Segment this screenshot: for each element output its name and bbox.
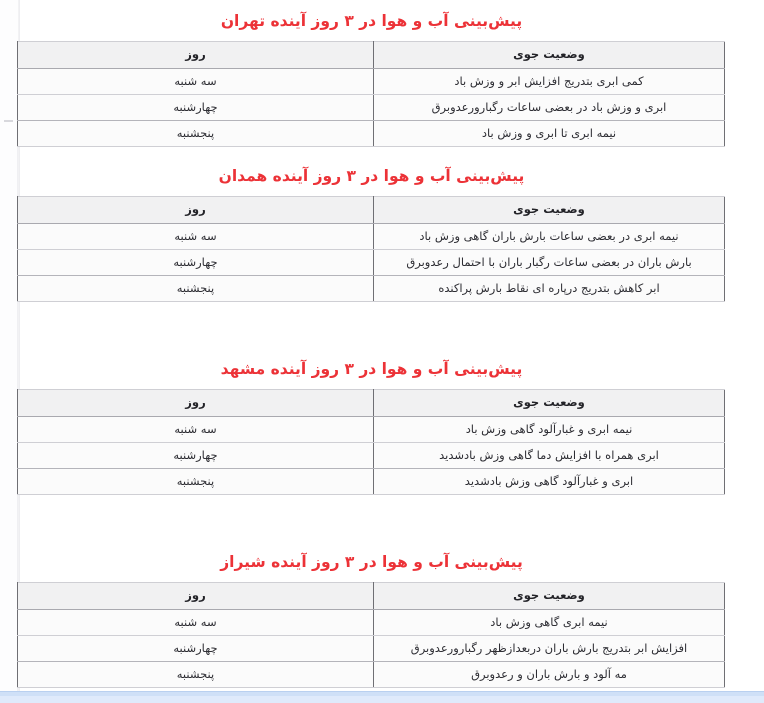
gutter-divider	[2, 136, 18, 696]
cell-condition: نیمه ابری تا ابری و وزش باد	[374, 121, 725, 147]
forecast-table-hamedan	[17, 196, 725, 302]
cell-day: چهارشنبه	[18, 95, 374, 121]
table-row	[18, 610, 725, 636]
cell-condition: ابر کاهش بتدریج درپاره ای نقاط بارش پراکنده	[374, 276, 725, 302]
forecast-title-hamedan: پیش‌بینی آب و هوا در ۳ روز آینده همدان	[218, 167, 525, 185]
forecast-table-mashhad	[17, 389, 725, 495]
cell-day: سه شنبه	[18, 417, 374, 443]
forecast-block-mashhad	[18, 358, 725, 495]
cell-condition: افزایش ابر بتدریج بارش باران دربعدازظهر رگبارورعدوبرق	[374, 636, 725, 662]
table-row	[18, 121, 725, 147]
cell-day: چهارشنبه	[18, 443, 374, 469]
column-header-day: روز	[18, 42, 374, 69]
cell-day: چهارشنبه	[18, 250, 374, 276]
table-row	[18, 662, 725, 688]
table-row	[18, 95, 725, 121]
table-row	[18, 69, 725, 95]
table-row	[18, 224, 725, 250]
table-row	[18, 443, 725, 469]
table-header-row	[18, 390, 725, 417]
cell-condition: ابری و وزش باد در بعضی ساعات رگبارورعدوبرق	[374, 95, 725, 121]
column-header-condition: وضعیت جوی	[374, 42, 725, 69]
cell-condition: نیمه ابری در بعضی ساعات بارش باران گاهی وزش باد	[374, 224, 725, 250]
cell-day: سه شنبه	[18, 69, 374, 95]
table-row	[18, 417, 725, 443]
cell-day: سه شنبه	[18, 610, 374, 636]
cell-condition: نیمه ابری گاهی وزش باد	[374, 610, 725, 636]
gutter-marker	[4, 120, 13, 122]
forecast-block-tehran	[18, 10, 725, 147]
table-row	[18, 250, 725, 276]
forecast-title-shiraz: پیش‌بینی آب و هوا در ۳ روز آینده شیراز	[220, 553, 523, 571]
forecast-block-shiraz	[18, 551, 725, 688]
cell-day: پنجشنبه	[18, 276, 374, 302]
bottom-selection-bar	[0, 691, 764, 703]
column-header-condition: وضعیت جوی	[374, 390, 725, 417]
table-row	[18, 636, 725, 662]
cell-condition: نیمه ابری و غبارآلود گاهی وزش باد	[374, 417, 725, 443]
column-header-condition: وضعیت جوی	[374, 197, 725, 224]
cell-day: پنجشنبه	[18, 469, 374, 495]
table-row	[18, 276, 725, 302]
table-header-row	[18, 583, 725, 610]
cell-condition: ابری و غبارآلود گاهی وزش بادشدید	[374, 469, 725, 495]
cell-condition: ابری همراه با افزایش دما گاهی وزش بادشدید	[374, 443, 725, 469]
cell-condition: کمی ابری بتدریج افزایش ابر و وزش باد	[374, 69, 725, 95]
table-header-row	[18, 42, 725, 69]
table-header-row	[18, 197, 725, 224]
cell-condition: بارش باران در بعضی ساعات رگبار باران با احتمال رعدوبرق	[374, 250, 725, 276]
forecast-table-shiraz	[17, 582, 725, 688]
forecast-title-tehran: پیش‌بینی آب و هوا در ۳ روز آینده تهران	[220, 12, 523, 30]
selection-bar-fill	[0, 696, 764, 703]
column-header-condition: وضعیت جوی	[374, 583, 725, 610]
forecast-block-hamedan	[18, 165, 725, 302]
forecast-title-mashhad: پیش‌بینی آب و هوا در ۳ روز آینده مشهد	[220, 360, 523, 378]
column-header-day: روز	[18, 197, 374, 224]
column-header-day: روز	[18, 583, 374, 610]
cell-day: پنجشنبه	[18, 662, 374, 688]
column-header-day: روز	[18, 390, 374, 417]
cell-condition: مه آلود و بارش باران و رعدوبرق	[374, 662, 725, 688]
cell-day: سه شنبه	[18, 224, 374, 250]
forecast-table-tehran	[17, 41, 725, 147]
table-row	[18, 469, 725, 495]
cell-day: چهارشنبه	[18, 636, 374, 662]
cell-day: پنجشنبه	[18, 121, 374, 147]
